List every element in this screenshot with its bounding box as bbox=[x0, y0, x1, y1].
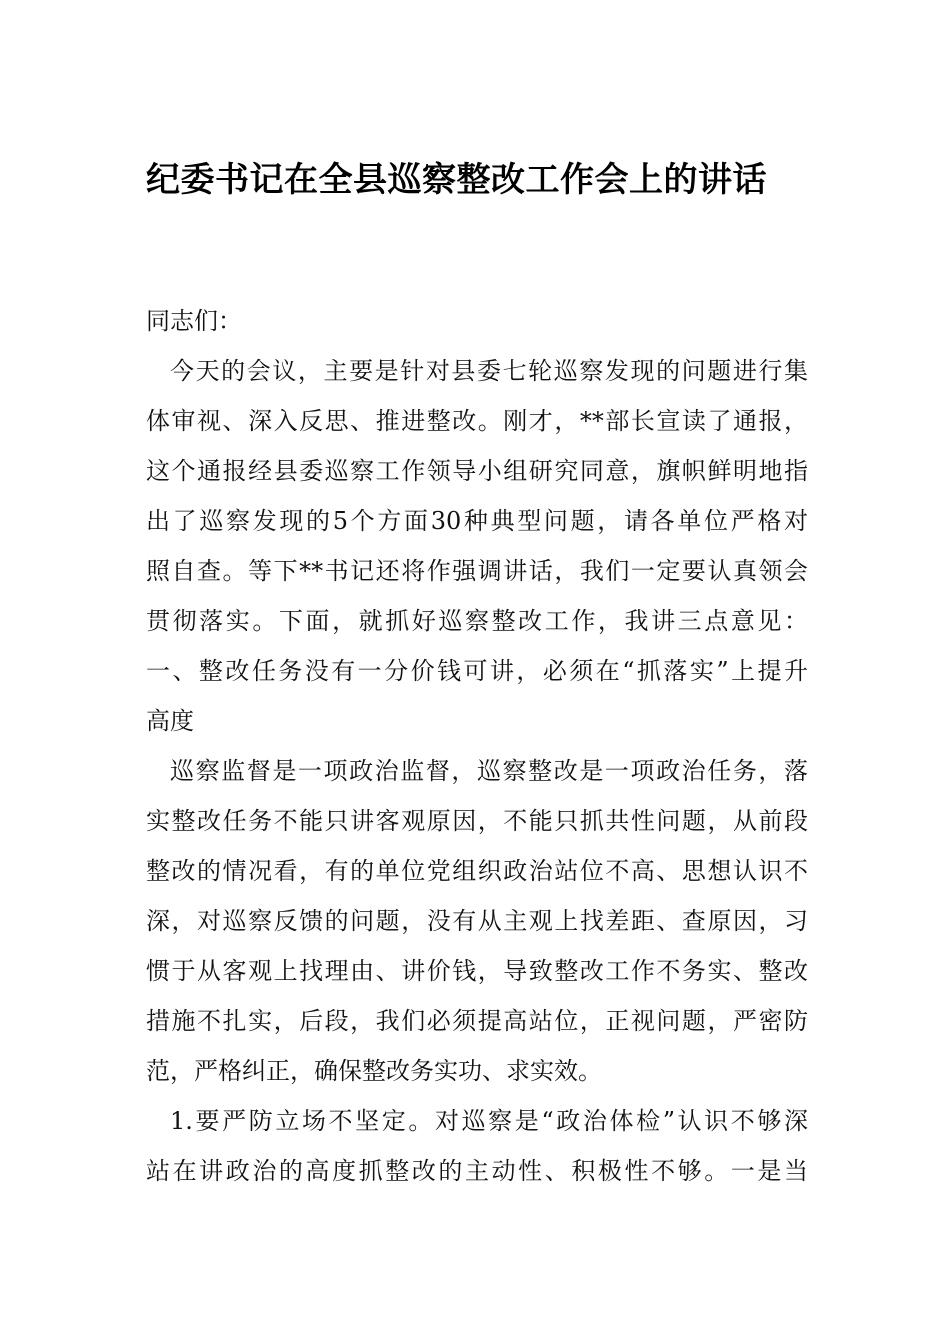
section-heading-line: 高度 bbox=[146, 707, 194, 735]
document-title: 纪委书记在全县巡察整改工作会上的讲话 bbox=[146, 160, 767, 200]
document-body bbox=[146, 296, 808, 1196]
paragraph-line: 体审视、深入反思、推进整改。刚才，**部长宣读了通报， bbox=[146, 407, 808, 435]
paragraph-line: 贯彻落实。下面，就抓好巡察整改工作，我讲三点意见： bbox=[146, 607, 808, 635]
paragraph-line: 措施不扎实，后段，我们必须提高站位，正视问题，严密防 bbox=[146, 1007, 808, 1035]
salutation-line: 同志们： bbox=[146, 307, 242, 335]
paragraph-line: 实整改任务不能只讲客观原因，不能只抓共性问题，从前段 bbox=[146, 807, 808, 835]
section-heading-line: 一、整改任务没有一分价钱可讲，必须在“抓落实”上提升 bbox=[146, 657, 808, 685]
paragraph-line: 1.要严防立场不坚定。对巡察是“政治体检”认识不够深 bbox=[170, 1107, 808, 1135]
paragraph-line: 深，对巡察反馈的问题，没有从主观上找差距、查原因，习 bbox=[146, 907, 808, 935]
paragraph-line: 范，严格纠正，确保整改务实功、求实效。 bbox=[146, 1057, 602, 1085]
paragraph-line: 这个通报经县委巡察工作领导小组研究同意，旗帜鲜明地指 bbox=[146, 457, 808, 485]
paragraph-line: 照自查。等下**书记还将作强调讲话，我们一定要认真领会 bbox=[146, 557, 808, 585]
paragraph-line: 出了巡察发现的5个方面30种典型问题，请各单位严格对 bbox=[146, 507, 808, 535]
paragraph-line: 今天的会议，主要是针对县委七轮巡察发现的问题进行集 bbox=[170, 357, 808, 385]
paragraph-line: 巡察监督是一项政治监督，巡察整改是一项政治任务，落 bbox=[170, 757, 808, 785]
paragraph-line: 整改的情况看，有的单位党组织政治站位不高、思想认识不 bbox=[146, 857, 808, 885]
paragraph-line: 惯于从客观上找理由、讲价钱，导致整改工作不务实、整改 bbox=[146, 957, 808, 985]
paragraph-line: 站在讲政治的高度抓整改的主动性、积极性不够。一是当 bbox=[146, 1157, 808, 1185]
